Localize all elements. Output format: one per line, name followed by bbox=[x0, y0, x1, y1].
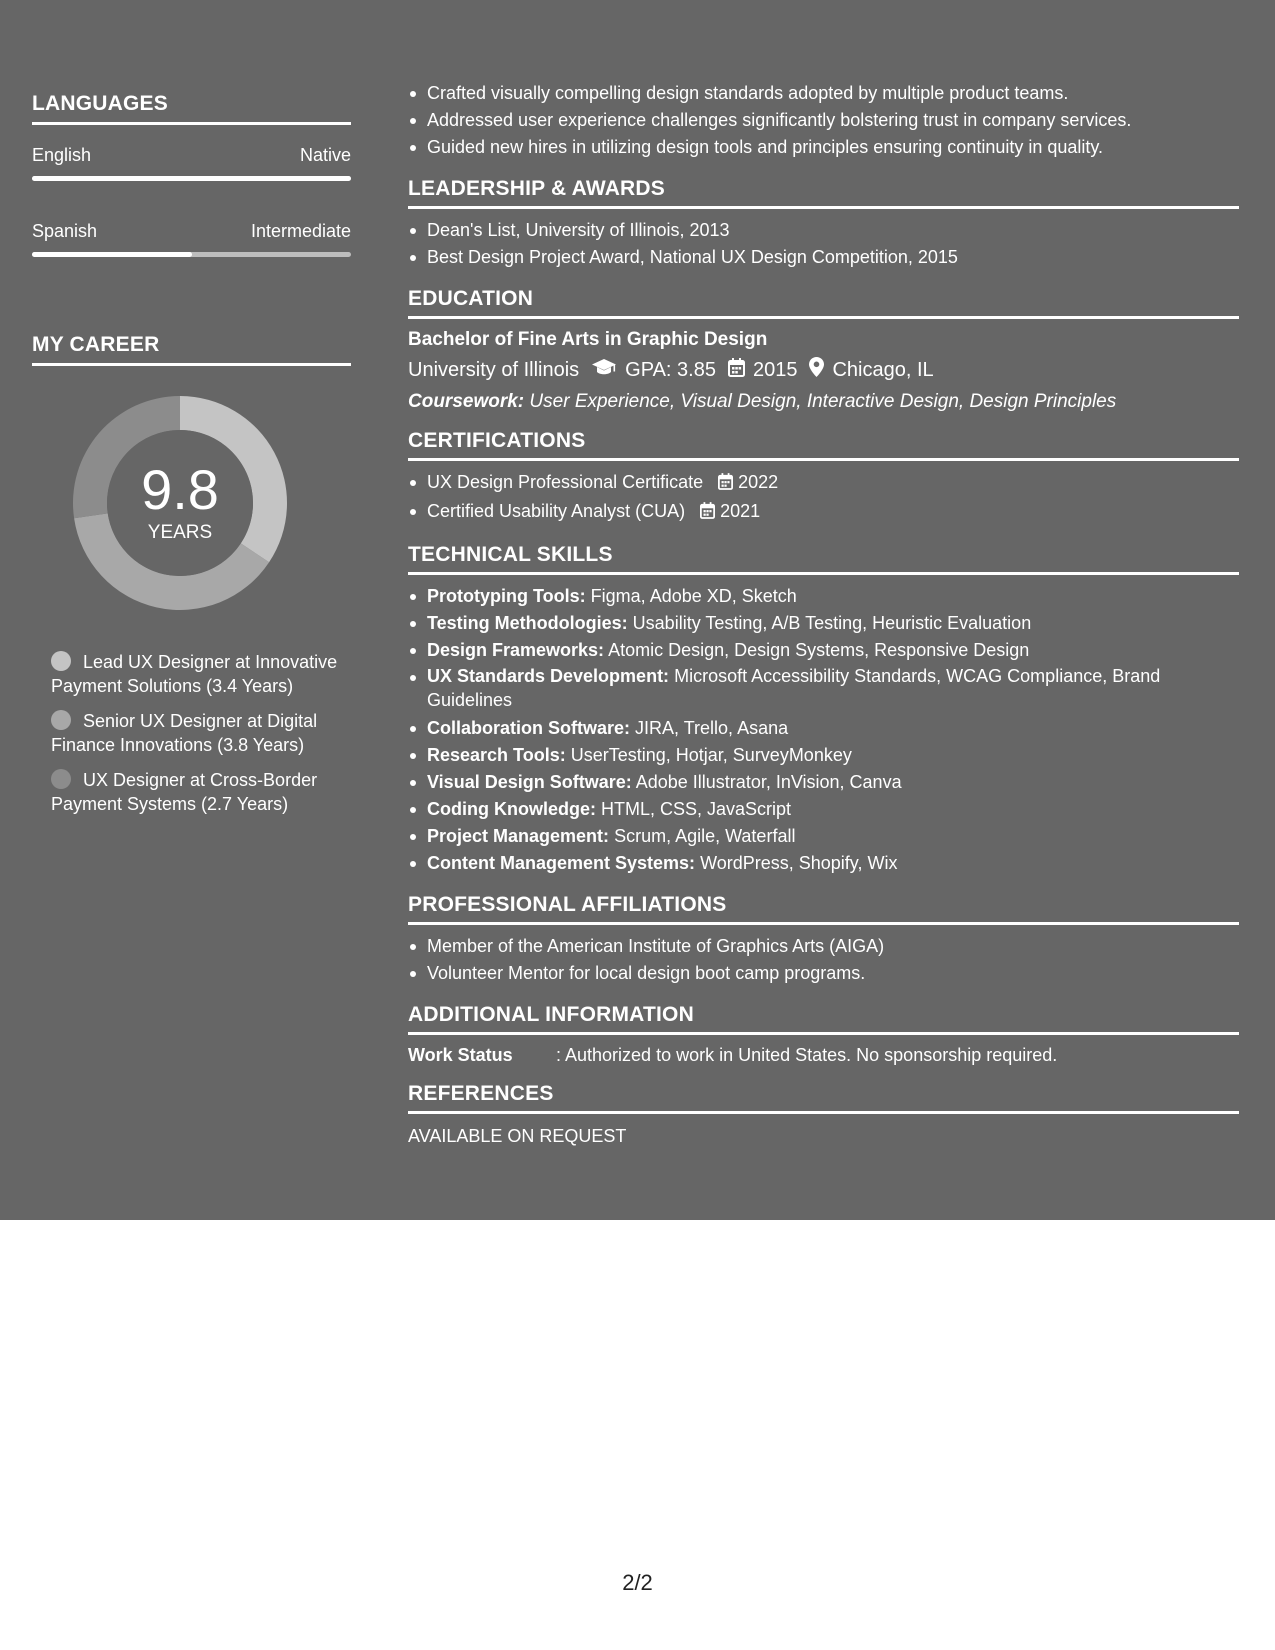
list-item: Guided new hires in utilizing design tools and principles ensuring continuity in quality. bbox=[408, 134, 1239, 161]
legend-dot-icon bbox=[51, 710, 71, 730]
languages-heading: LANGUAGES bbox=[32, 92, 351, 125]
skill-item: UX Standards Development: Microsoft Accessibility Standards, WCAG Compliance, Brand Guidelines bbox=[408, 664, 1239, 712]
language-proficiency-fill bbox=[32, 252, 192, 257]
affiliations-heading: PROFESSIONAL AFFILIATIONS bbox=[408, 893, 1239, 925]
skill-item: Content Management Systems: WordPress, Shopify, Wix bbox=[408, 850, 1239, 877]
language-proficiency-bar bbox=[32, 252, 351, 257]
language-name: English bbox=[32, 145, 92, 165]
education-gpa: GPA: 3.85 bbox=[625, 358, 716, 381]
list-item: UX Design Professional Certificate 2022 bbox=[408, 469, 1239, 498]
calendar-icon bbox=[700, 500, 715, 527]
right-column bbox=[408, 80, 1239, 1147]
language-level: Native bbox=[299, 145, 351, 165]
skill-item: Testing Methodologies: Usability Testing, A/B Testing, Heuristic Evaluation bbox=[408, 610, 1239, 637]
skill-item: Project Management: Scrum, Agile, Waterfall bbox=[408, 823, 1239, 850]
references-heading: REFERENCES bbox=[408, 1082, 1239, 1114]
skill-item: Design Frameworks: Atomic Design, Design Systems, Responsive Design bbox=[408, 637, 1239, 664]
work-status-value: : Authorized to work in United States. No sponsorship required. bbox=[556, 1045, 1058, 1065]
page-number: 2/2 bbox=[622, 1570, 653, 1595]
calendar-icon bbox=[718, 471, 733, 498]
experience-bullets bbox=[408, 80, 1239, 161]
career-donut-chart bbox=[67, 390, 293, 616]
left-column bbox=[32, 92, 351, 827]
career-total-value: 9.8 bbox=[141, 458, 219, 521]
education-coursework: Coursework: User Experience, Visual Design, Interactive Design, Design Principles bbox=[408, 391, 1117, 412]
skill-item: Prototyping Tools: Figma, Adobe XD, Sketch bbox=[408, 583, 1239, 610]
skills-heading: TECHNICAL SKILLS bbox=[408, 543, 1239, 575]
legend-dot-icon bbox=[51, 769, 71, 789]
list-item: Certified Usability Analyst (CUA) 2021 bbox=[408, 498, 1239, 527]
education-location: Chicago, IL bbox=[832, 358, 934, 381]
career-legend-item: Senior UX Designer at Digital Finance Innovations (3.8 Years) bbox=[51, 711, 318, 755]
education-details bbox=[408, 357, 1239, 383]
graduation-cap-icon bbox=[591, 358, 617, 382]
map-pin-icon bbox=[809, 357, 824, 383]
list-item: Volunteer Mentor for local design boot camp programs. bbox=[408, 960, 1239, 987]
leadership-list bbox=[408, 217, 1239, 271]
language-proficiency-fill bbox=[32, 176, 351, 181]
list-item: Member of the American Institute of Graphics Arts (AIGA) bbox=[408, 933, 1239, 960]
list-item: Dean's List, University of Illinois, 2013 bbox=[408, 217, 1239, 244]
language-level: Intermediate bbox=[250, 221, 351, 241]
language-proficiency-bar bbox=[32, 176, 351, 181]
education-year: 2015 bbox=[752, 358, 798, 381]
career-legend-item: Lead UX Designer at Innovative Payment Solutions (3.4 Years) bbox=[51, 652, 338, 696]
skill-item: Coding Knowledge: HTML, CSS, JavaScript bbox=[408, 796, 1239, 823]
references-text: AVAILABLE ON REQUEST bbox=[408, 1126, 627, 1146]
affiliations-list bbox=[408, 933, 1239, 987]
education-school: University of Illinois bbox=[408, 358, 580, 381]
skill-item: Research Tools: UserTesting, Hotjar, SurveyMonkey bbox=[408, 742, 1239, 769]
career-heading: MY CAREER bbox=[32, 333, 351, 366]
language-item bbox=[32, 145, 351, 181]
education-degree: Bachelor of Fine Arts in Graphic Design bbox=[408, 329, 768, 350]
work-status-row bbox=[408, 1045, 1239, 1066]
certifications-heading: CERTIFICATIONS bbox=[408, 429, 1239, 461]
work-status-label: Work Status bbox=[408, 1045, 513, 1065]
skill-item: Collaboration Software: JIRA, Trello, Asana bbox=[408, 715, 1239, 742]
career-total-unit: YEARS bbox=[147, 522, 213, 543]
leadership-heading: LEADERSHIP & AWARDS bbox=[408, 177, 1239, 209]
legend-dot-icon bbox=[51, 651, 71, 671]
certifications-list bbox=[408, 469, 1239, 527]
additional-info-heading: ADDITIONAL INFORMATION bbox=[408, 1003, 1239, 1035]
career-legend bbox=[32, 650, 351, 816]
skills-list bbox=[408, 583, 1239, 877]
language-item bbox=[32, 221, 351, 257]
career-legend-item: UX Designer at Cross-Border Payment Systems (2.7 Years) bbox=[51, 770, 318, 814]
education-heading: EDUCATION bbox=[408, 287, 1239, 319]
skill-item: Visual Design Software: Adobe Illustrator, InVision, Canva bbox=[408, 769, 1239, 796]
list-item: Best Design Project Award, National UX Design Competition, 2015 bbox=[408, 244, 1239, 271]
list-item: Crafted visually compelling design standards adopted by multiple product teams. bbox=[408, 80, 1239, 107]
list-item: Addressed user experience challenges significantly bolstering trust in company services. bbox=[408, 107, 1239, 134]
language-name: Spanish bbox=[32, 221, 98, 241]
calendar-icon bbox=[728, 358, 745, 383]
